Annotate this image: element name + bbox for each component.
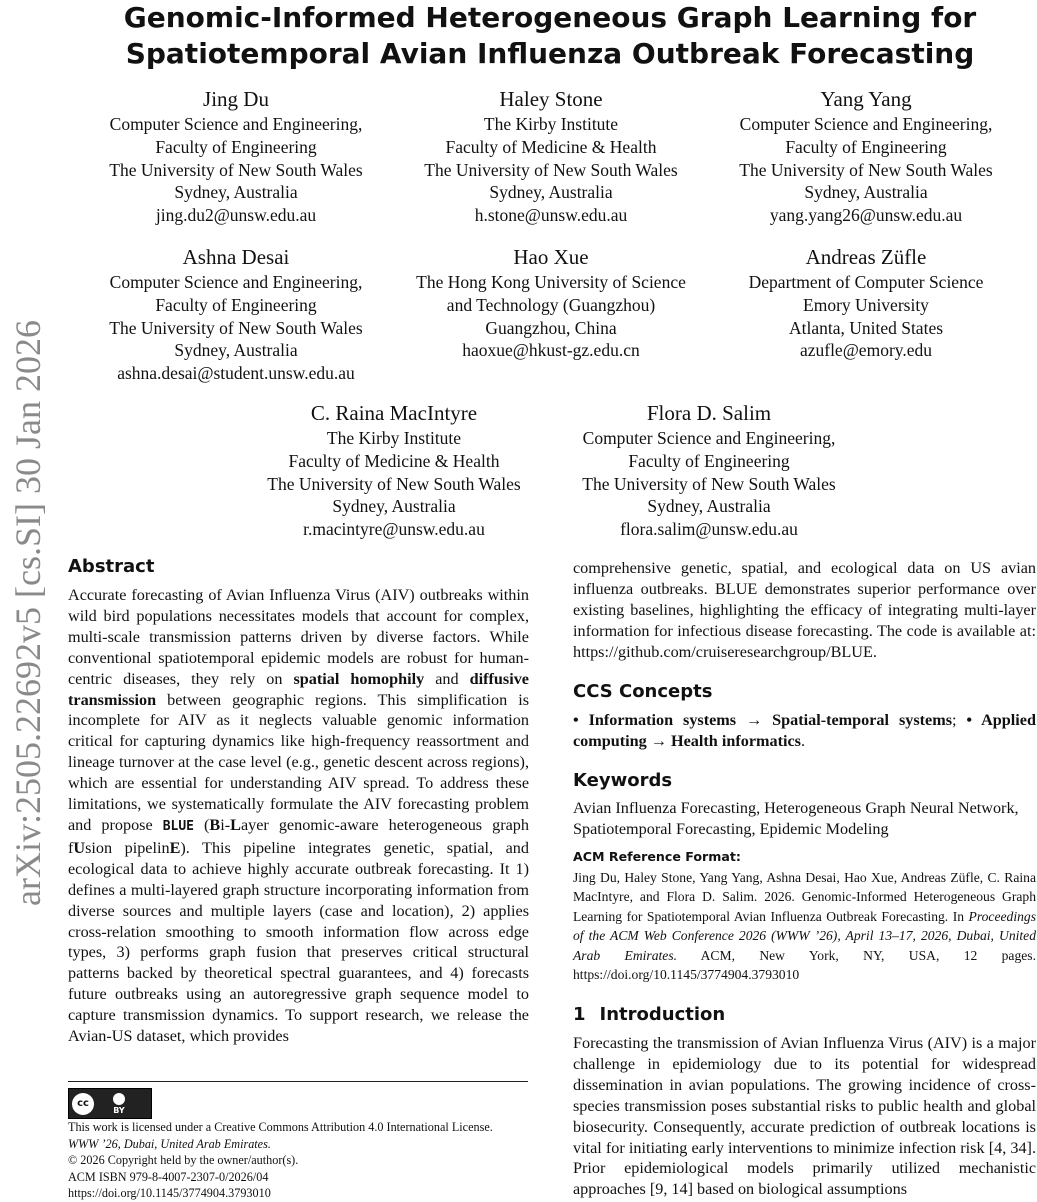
author-email[interactable]: jing.du2@unsw.edu.au: [155, 205, 317, 226]
attribution-person-icon: [113, 1093, 125, 1105]
acronym-letter: E: [169, 838, 181, 857]
acm-ref-text: Jing Du, Haley Stone, Yang Yang, Ashna Desai, Hao Xue, Andreas Züfle, C. Raina MacIntyre, and Flora D. Salim. 2026. Genomic-Informed Heterogeneous Graph Learning for Spatiotemporal Avian Influenza Outbreak Forecasting. In: [573, 870, 1036, 924]
author-affiliation: Sydney, Australia: [174, 340, 298, 361]
keywords-body: Avian Influenza Forecasting, Heterogeneous Graph Neural Network, Spatiotemporal Forecasting, Epidemic Modeling: [573, 799, 1019, 838]
author-name: Yang Yang: [820, 87, 912, 111]
acm-ref-heading: ACM Reference Format:: [573, 849, 741, 864]
author-affiliation: Sydney, Australia: [647, 496, 771, 517]
author-block: [244, 400, 544, 541]
abstract-text: i-: [220, 815, 231, 834]
ccs-separator: ;: [952, 711, 967, 729]
author-affiliation: Computer Science and Engineering,: [109, 114, 363, 134]
license-line: This work is licensed under a Creative Commons Attribution 4.0 International License.: [68, 1120, 493, 1134]
author-block: [401, 86, 701, 227]
author-affiliation: Faculty of Medicine & Health: [445, 136, 657, 157]
author-affiliation: Sydney, Australia: [332, 496, 456, 517]
author-email[interactable]: ashna.desai@student.unsw.edu.au: [117, 363, 355, 384]
author-affiliation: Computer Science and Engineering,: [109, 272, 363, 292]
paper-title: [60, 0, 1037, 72]
author-affiliation: Faculty of Engineering: [155, 136, 317, 157]
footnote-rule: [68, 1081, 528, 1082]
acronym-letter: B: [209, 815, 221, 834]
author-block: [86, 244, 386, 385]
author-affiliation: Sydney, Australia: [174, 182, 298, 203]
author-affiliation: The University of New South Wales: [267, 473, 521, 494]
cc-icon: cc: [72, 1093, 94, 1115]
method-name: BLUE: [162, 818, 194, 834]
ccs-concept: • Applied computing → Health informatics: [573, 711, 1036, 750]
ccs-concept: • Information systems → Spatial-temporal systems: [573, 711, 952, 729]
author-affiliation: The Kirby Institute: [326, 428, 462, 448]
author-email[interactable]: flora.salim@unsw.edu.au: [620, 519, 798, 540]
section-number: 1: [573, 1004, 586, 1025]
author-affiliation: Faculty of Engineering: [155, 294, 317, 315]
author-affiliation: The University of New South Wales: [582, 473, 836, 494]
doi-link[interactable]: https://doi.org/10.1145/3774904.3793010: [68, 1186, 271, 1201]
arxiv-identifier: arXiv:2505.22692v5 [cs.SI] 30 Jan 2026: [8, 320, 48, 906]
author-affiliation: The Hong Kong University of Science: [416, 272, 686, 292]
abstract-text: ). This pipeline integrates genetic, spatial, and ecological data to achieve highly accurate outbreak forecasting. It 1) defines a multi-layered graph structure incorporating information from diverse sources and multiple layers (case and location), 2) applies cross-relation smoothing to smooth information flow across edge types, 3) performs graph fusion that preserves critical structural patterns backed by theoretical spectral guarantees, and 4) forecasts future outbreaks using an autoregressive graph sequence model to capture transmission dynamics. To support research, we release the Avian-US dataset, which provides: [68, 838, 529, 1046]
author-name: C. Raina MacIntyre: [310, 401, 478, 425]
author-affiliation: Guangzhou, China: [485, 317, 617, 338]
author-affiliation: Faculty of Engineering: [628, 450, 790, 471]
author-block: [716, 86, 1016, 227]
ccs-end: .: [800, 731, 806, 750]
author-affiliation: Computer Science and Engineering,: [739, 114, 993, 134]
by-label: BY: [113, 1105, 125, 1115]
cc-by-license-badge[interactable]: [68, 1088, 152, 1119]
author-affiliation: and Technology (Guangzhou): [446, 294, 656, 315]
author-affiliation: Department of Computer Science: [748, 272, 984, 292]
copyright-line: © 2026 Copyright held by the owner/author(s).: [68, 1153, 299, 1168]
author-name: Hao Xue: [513, 245, 589, 269]
intro-heading: [573, 1004, 725, 1025]
title-line-2: Spatiotemporal Avian Influenza Outbreak Forecasting: [125, 37, 975, 70]
venue-line: [68, 1136, 538, 1153]
author-block: [559, 400, 859, 541]
section-title: Introduction: [599, 1004, 726, 1025]
author-affiliation: Atlanta, United States: [788, 317, 944, 338]
abstract-text: Accurate forecasting of Avian Influenza Virus (AIV) outbreaks within wild bird populations necessitates models that account for complex, multi-scale transmission patterns driven by diverse factors. While conventional spatiotemporal epidemic models are robust for human-centric diseases, they rely on: [68, 586, 529, 688]
acm-ref-body: [573, 868, 1036, 984]
abstract-heading: Abstract: [68, 556, 155, 577]
acm-ref-text: ACM, New York, NY, USA, 12 pages. https://doi.org/10.1145/3774904.3793010: [573, 947, 1036, 983]
acronym-letter: L: [230, 815, 241, 834]
author-email[interactable]: h.stone@unsw.edu.au: [474, 205, 628, 226]
abstract-body: [68, 585, 529, 1047]
abstract-text: (: [194, 815, 210, 834]
author-affiliation: Sydney, Australia: [489, 182, 613, 203]
abstract-bold: spatial homophily: [293, 669, 425, 688]
author-email[interactable]: r.macintyre@unsw.edu.au: [303, 519, 485, 540]
author-affiliation: Faculty of Engineering: [785, 136, 947, 157]
author-email[interactable]: haoxue@hkust-gz.edu.cn: [462, 340, 640, 361]
author-email[interactable]: azufle@emory.edu: [799, 340, 933, 361]
author-email[interactable]: yang.yang26@unsw.edu.au: [769, 205, 963, 226]
abstract-bold: diffusive transmission: [68, 669, 529, 709]
acronym-letter: U: [73, 838, 86, 857]
author-block: [716, 244, 1016, 362]
abstract-text: sion pipelin: [85, 838, 170, 857]
intro-body: Forecasting the transmission of Avian Influenza Virus (AIV) is a major challenge in epidemiology due to its potential for widespread dissemination in avian populations. The growing incidence of cross-species transmission poses substantial risks to public health and global biosecurity. Consequently, accurate prediction of outbreak locations is vital for initiating early interventions to minimize infection risk [4, 34]. Prior epidemiological models primarily utilized mechanistic approaches [9, 14] based on biological assumptions: [573, 1034, 1036, 1199]
license-footnote: [68, 1119, 538, 1202]
author-affiliation: The University of New South Wales: [109, 159, 363, 180]
ccs-heading: CCS Concepts: [573, 681, 713, 702]
author-name: Jing Du: [203, 87, 269, 111]
author-block: [86, 86, 386, 227]
author-name: Andreas Züfle: [805, 245, 927, 269]
author-affiliation: Emory University: [803, 294, 929, 315]
by-icon: [106, 1093, 132, 1115]
author-name: Flora D. Salim: [646, 401, 772, 425]
author-affiliation: The University of New South Wales: [424, 159, 678, 180]
abstract-text: ayer genomic-aware heterogeneous graph f: [68, 815, 529, 857]
title-line-1: Genomic-Informed Heterogeneous Graph Learning for: [123, 1, 977, 34]
author-block: [401, 244, 701, 362]
author-affiliation: Sydney, Australia: [804, 182, 928, 203]
abstract-text: and: [424, 669, 470, 688]
author-name: Haley Stone: [499, 87, 603, 111]
author-affiliation: Computer Science and Engineering,: [582, 428, 836, 448]
abstract-text: between geographic regions. This simplification is incomplete for AIV as it neglects valuable genomic information critical for capturing dynamics like high-frequency reassortment and lineage turnover at the case level (e.g., genetic descent across regions), which are essential for understanding AIV spread. To address these limitations, we systematically formulate the AIV forecasting problem and propose: [68, 690, 529, 834]
isbn-line: ACM ISBN 979-8-4007-2307-0/2026/04: [68, 1169, 269, 1184]
acm-ref-venue: Proceedings of the ACM Web Conference 2026 (WWW ’26), April 13–17, 2026, Dubai, United Arab Emirates.: [573, 908, 1036, 963]
author-affiliation: The University of New South Wales: [109, 317, 363, 338]
author-name: Ashna Desai: [182, 245, 290, 269]
author-affiliation: The Kirby Institute: [483, 114, 619, 134]
keywords-heading: Keywords: [573, 770, 673, 791]
abstract-continued: comprehensive genetic, spatial, and ecological data on US avian influenza outbreaks. BLUE demonstrates superior performance over existing baselines, highlighting the efficacy of integrating multi-layer information for infectious disease forecasting. The code is available at: https://github.com/cruiseresearchgroup/BLUE.: [573, 559, 1036, 661]
author-affiliation: The University of New South Wales: [739, 159, 993, 180]
author-affiliation: Faculty of Medicine & Health: [288, 450, 500, 471]
venue-italic: WWW ’26, Dubai, United Arab Emirates.: [68, 1136, 271, 1151]
ccs-body: [573, 710, 1036, 752]
